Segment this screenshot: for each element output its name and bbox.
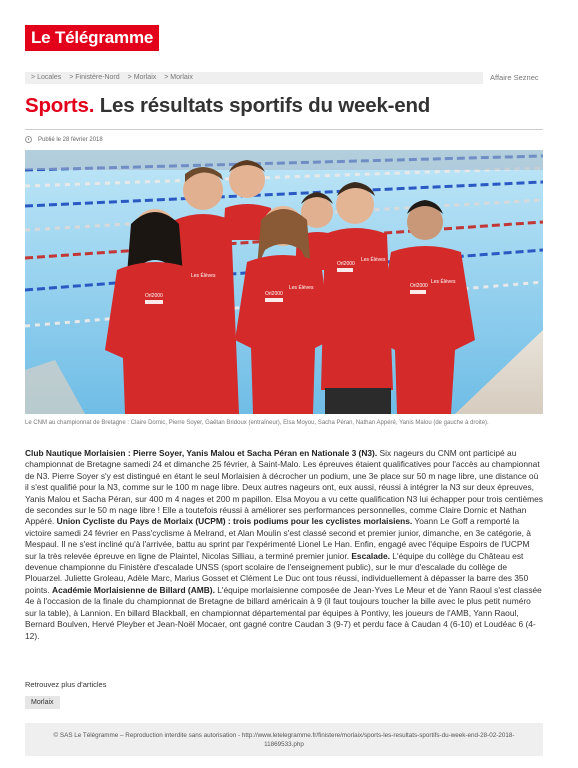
related-link-affaire-seznec[interactable]: Affaire Seznec — [490, 73, 539, 82]
breadcrumb — [25, 72, 483, 84]
breadcrumb-separator: > — [31, 74, 36, 81]
page-title — [25, 94, 430, 118]
title-divider — [25, 129, 543, 130]
shirt-logo: Orl2000 — [337, 261, 355, 267]
breadcrumb-separator: > — [164, 74, 169, 81]
section-text-escalade: L'équipe du collège du Château est devenue championne du Finistère d'escalade UNSS (sport scolaire de l'enseignement public), sur le mur d'escalade du collège de Plouarzel. Juliette Groleau, Adèle Marc, Marius Gosset et Clément Le Duc ont tous réussi, individuellement à dépasser la barre des 350 points. — [25, 550, 529, 595]
headline-title: Les résultats sportifs du week-end — [99, 94, 431, 117]
more-articles-label: Retrouvez plus d'articles — [25, 680, 107, 689]
breadcrumb-item-finistere-nord[interactable]: Finistère-Nord — [75, 74, 120, 81]
breadcrumb-item-morlaix[interactable]: Morlaix — [133, 74, 157, 81]
section-title-billard: Académie Morlaisienne de Billard (AMB). — [52, 584, 215, 595]
site-logo[interactable]: Le Télégramme — [25, 25, 159, 51]
article-photo — [25, 150, 543, 414]
shirt-logo: Orl2000 — [145, 293, 163, 299]
section-text-ucpm: Yoann Le Goff a remporté la victoire samedi 24 février en Pass'cyclisme à Melrand, et Alan Moulin s'est classé second et premier junior, dimanche, en 3e catégorie, à Mespaul. Il ne s'est incliné qu'à l'arrivée, battu au sprint par l'expérimenté Lionel Le Han. Enfin, engagé avec l'équipe Espoirs de l'UCPM sur la très relevée épreuve en ligne de Plaintel, Nicolas Silliau, a terminé premier junior. — [25, 516, 531, 561]
shirt-text: Les Élèves — [431, 279, 456, 285]
shirt-text: Les Élèves — [289, 285, 314, 291]
tag-morlaix[interactable]: Morlaix — [25, 696, 60, 709]
copyright-footer: © SAS Le Télégramme – Reproduction interdite sans autorisation - http://www.letelegramme.fr/finistere/morlaix/sports-les-resultats-sportifs-du-week-end-28-02-2018-11869533.php — [25, 723, 543, 756]
team-photo-illustration — [25, 150, 543, 414]
photo-caption: Le CNM au championnat de Bretagne : Claire Dornic, Pierre Soyer, Gaëtan Bridoux (entraîneur), Elsa Moyou, Sacha Péran, Nathan Appéré, Yanis Malou (de gauche à droite). — [25, 420, 489, 426]
clock-icon — [25, 136, 32, 143]
shirt-logo: Orl2000 — [410, 283, 428, 289]
shirt-logo: Orl2000 — [265, 291, 283, 297]
headline-category[interactable]: Sports. — [25, 94, 95, 117]
section-text-cnm: Six nageurs du CNM ont participé au championnat de Bretagne samedi 24 et dimanche 25 février, à Saint-Malo. Les épreuves étaient qualificatives pour l'accès au championnat de N3. Pierre Soyer s'y est distingué en étant le seul Morlaisien à décrocher un podium, une 3e place sur 50 m nage libre, une distance où il s'est qualifié pour la N3, comme sur le 100 m nage libre. Deux autres nageurs ont, eux aussi, réussi à intégrer la N3 sur deux épreuves, Yanis Malou et Sacha Péran, sur 400 m 4 nages et 200 m papillon. Elsa Moyou a vu cette qualification N3 lui échapper pour trois centièmes de secondes sur le 50 m nage libre ! Elle a toutefois réussi à améliorer ses performances personnelles, comme Claire Dornic et Nathan Appéré. — [25, 448, 543, 527]
publication-date-text: Publié le 28 février 2018 — [38, 136, 103, 143]
shirt-text: Les Élèves — [361, 257, 386, 263]
breadcrumb-separator: > — [69, 74, 74, 81]
section-title-cnm: Club Nautique Morlaisien : Pierre Soyer, Yanis Malou et Sacha Péran en Nationale 3 (N3). — [25, 448, 378, 458]
publication-date — [25, 136, 103, 143]
section-title-escalade: Escalade. — [351, 550, 390, 561]
breadcrumb-item-morlaix-city[interactable]: Morlaix — [170, 74, 193, 81]
shirt-text: Les Élèves — [191, 273, 216, 279]
article-body — [25, 448, 543, 642]
breadcrumb-separator: > — [127, 74, 132, 81]
section-text-billard: L'équipe morlaisienne composée de Jean-Yves Le Meur et de Yann Raoul s'est classée 4e à l'occasion de la finale du championnat de Bretagne de billard américain à 9 (il faut toujours toucher la bille avec le plus petit numéro sur la table), à Lannion. En billard Blackball, en championnat départemental par équipes à Pontivy, les joueurs de l'AMB, Yann Raoul, Bernard Boulven, Hervé Pleyber et Jean-Noël Mocaer, ont gagné contre Caudan 3 (9-7) et perdu face à Caudan 4 (6-10) et Loudéac 6 (4-12). — [25, 584, 542, 641]
section-title-ucpm: Union Cycliste du Pays de Morlaix (UCPM) : trois podiums pour les cyclistes morlaisiens. — [56, 516, 413, 527]
breadcrumb-item-locales[interactable]: Locales — [37, 74, 62, 81]
